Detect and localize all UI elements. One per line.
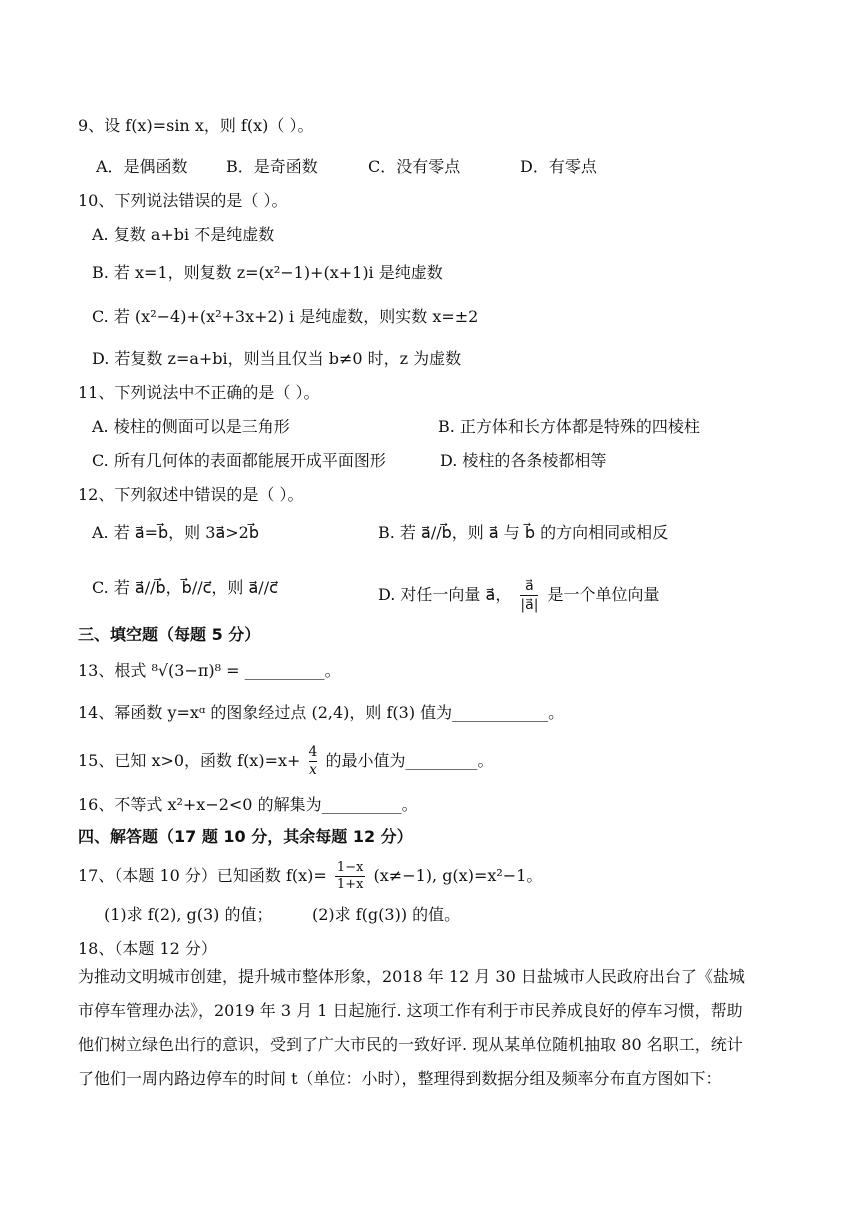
- q18-heading: 18、（本题 12 分）: [78, 939, 217, 958]
- q18-paragraph-line: 为推动文明城市创建，提升城市整体形象，2018 年 12 月 30 日盐城市人民政府出台了《盐城: [78, 967, 745, 986]
- q9-option-c: C．没有零点: [368, 157, 461, 176]
- q12-d-prefix: D. 对任一向量 a⃗，: [378, 585, 512, 604]
- q10-option-c: C. 若 (x²−4)+(x²+3x+2) i 是纯虚数，则实数 x=±2: [92, 307, 479, 326]
- q11-option-c: C. 所有几何体的表面都能展开成平面图形: [92, 451, 386, 470]
- q15-prefix: 15、已知 x>0，函数 f(x)=x+: [78, 751, 301, 770]
- q17-prefix: 17、（本题 10 分）已知函数 f(x)=: [78, 866, 327, 885]
- q12-option-c: C. 若 a⃗//b⃗，b⃗//c⃗，则 a⃗//c⃗: [92, 578, 278, 597]
- q17-fraction: [335, 860, 366, 893]
- q11-option-a: A. 棱柱的侧面可以是三角形: [92, 417, 290, 436]
- q10-stem: 10、下列说法错误的是（ ）。: [78, 191, 288, 210]
- q11-option-d: D. 棱柱的各条棱都相等: [440, 451, 607, 470]
- q17-part-2: (2)求 f(g(3)) 的值。: [312, 905, 461, 924]
- q12-stem: 12、下列叙述中错误的是（ ）。: [78, 485, 304, 504]
- q11-stem: 11、下列说法中不正确的是（ ）。: [78, 383, 320, 402]
- q15-fraction: [309, 744, 318, 779]
- q18-paragraph-line: 市停车管理办法》，2019 年 3 月 1 日起施行. 这项工作有利于市民养成良好的停车习惯，帮助: [78, 1001, 743, 1020]
- q12-d-numerator: a⃗: [525, 578, 534, 594]
- section-4-heading: 四、解答题（17 题 10 分，其余每题 12 分）: [78, 827, 413, 846]
- q10-option-a: A. 复数 a+bi 不是纯虚数: [92, 225, 275, 244]
- q15-suffix: 的最小值为_________。: [325, 751, 494, 770]
- q17: [78, 860, 542, 893]
- q12-d-fraction: [520, 577, 538, 614]
- q12-d-denominator: |a⃗|: [520, 597, 539, 613]
- q12-option-a: A. 若 a⃗=b⃗，则 3a⃗>2b⃗: [92, 523, 259, 542]
- q18-paragraph-line: 他们树立绿色出行的意识，受到了广大市民的一致好评. 现从某单位随机抽取 80 名职工，统计: [78, 1035, 743, 1054]
- q9-option-d: D．有零点: [520, 157, 597, 176]
- q10-option-b: B. 若 x=1，则复数 z=(x²−1)+(x+1)i 是纯虚数: [92, 263, 443, 282]
- q12-d-suffix: 是一个单位向量: [547, 585, 660, 604]
- q15-numerator: 4: [308, 744, 318, 760]
- q11-option-b: B. 正方体和长方体都是特殊的四棱柱: [438, 417, 700, 436]
- q18-paragraph-line: 了他们一周内路边停车的时间 t（单位：小时），整理得到数据分组及频率分布直方图如下：: [78, 1069, 722, 1088]
- q9-stem: 9、设 f(x)=sin x，则 f(x)（ ）。: [78, 116, 314, 135]
- q9-option-a: A．是偶函数: [96, 157, 188, 176]
- q16: 16、不等式 x²+x−2<0 的解集为__________。: [78, 795, 418, 814]
- q13: 13、根式 ⁸√(3−π)⁸ = __________。: [78, 661, 341, 680]
- q15: [78, 744, 494, 779]
- q17-suffix: (x≠−1), g(x)=x²−1。: [373, 866, 543, 885]
- q17-denominator: 1+x: [336, 877, 364, 892]
- q10-option-d: D. 若复数 z=a+bi，则当且仅当 b≠0 时，z 为虚数: [92, 349, 462, 368]
- q14: 14、幂函数 y=xᵅ 的图象经过点 (2,4)，则 f(3) 值为____________。: [78, 703, 565, 722]
- q17-numerator: 1−x: [336, 860, 364, 875]
- q9-option-b: B．是奇函数: [226, 157, 318, 176]
- q17-part-1: (1)求 f(2), g(3) 的值；: [104, 905, 273, 924]
- q12-option-b: B. 若 a⃗//b⃗，则 a⃗ 与 b⃗ 的方向相同或相反: [378, 523, 669, 542]
- q12-option-d: [378, 577, 660, 614]
- q15-denominator: x: [309, 762, 317, 778]
- section-3-heading: 三、填空题（每题 5 分）: [78, 625, 261, 644]
